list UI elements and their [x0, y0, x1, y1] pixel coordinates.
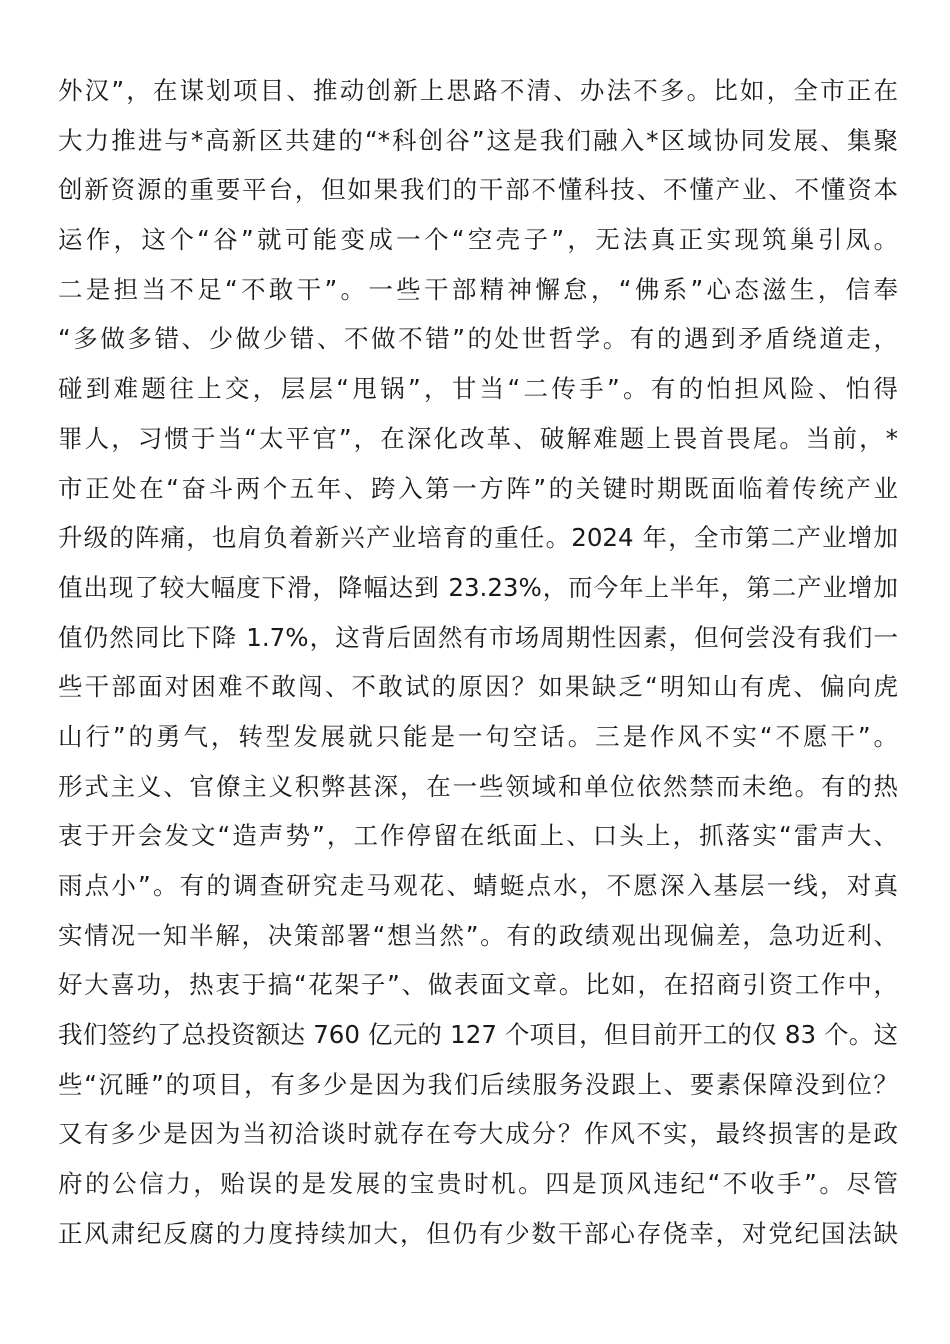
text-line: 又有多少是因为当初洽谈时就存在夸大成分？作风不实，最终损害的是政: [58, 1119, 898, 1149]
text-line: 山行”的勇气，转型发展就只能是一句空话。三是作风不实“不愿干”。: [58, 721, 898, 751]
text-line: “多做多错、少做少错、不做不错”的处世哲学。有的遇到矛盾绕道走，: [58, 324, 898, 354]
text-line: 实情况一知半解，决策部署“想当然”。有的政绩观出现偏差，急功近利、: [58, 920, 898, 950]
text-line: 外汉”，在谋划项目、推动创新上思路不清、办法不多。比如，全市正在: [58, 76, 898, 105]
text-line: 罪人，习惯于当“太平官”，在深化改革、破解难题上畏首畏尾。当前，*: [58, 423, 898, 453]
text-line: 我们签约了总投资额达 760 亿元的 127 个项目，但目前开工的仅 83 个。这: [58, 1020, 898, 1050]
text-line: 值出现了较大幅度下滑，降幅达到 23.23%，而今年上半年，第二产业增加: [58, 572, 898, 602]
text-line: 创新资源的重要平台，但如果我们的干部不懂科技、不懂产业、不懂资本: [58, 175, 898, 205]
text-line: 升级的阵痛，也肩负着新兴产业培育的重任。2024 年，全市第二产业增加: [58, 523, 898, 553]
text-line: 碰到难题往上交，层层“甩锅”，甘当“二传手”。有的怕担风险、怕得: [58, 374, 898, 404]
text-line: 好大喜功，热衷于搞“花架子”、做表面文章。比如，在招商引资工作中，: [58, 970, 898, 1000]
text-line: 些干部面对困难不敢闯、不敢试的原因？如果缺乏“明知山有虎、偏向虎: [58, 672, 898, 702]
text-line: 二是担当不足“不敢干”。一些干部精神懈怠，“佛系”心态滋生，信奉: [58, 274, 898, 304]
text-line: 些“沉睡”的项目，有多少是因为我们后续服务没跟上、要素保障没到位？: [58, 1069, 898, 1099]
text-line: 雨点小”。有的调查研究走马观花、蜻蜓点水，不愿深入基层一线，对真: [58, 871, 898, 900]
text-line: 市正处在“奋斗两个五年、跨入第一方阵”的关键时期既面临着传统产业: [58, 473, 898, 503]
text-line: 正风肃纪反腐的力度持续加大，但仍有少数干部心存侥幸，对党纪国法缺: [58, 1218, 898, 1248]
text-line: 形式主义、官僚主义积弊甚深，在一些领域和单位依然禁而未绝。有的热: [58, 771, 898, 801]
text-line: 府的公信力，贻误的是发展的宝贵时机。四是顶风违纪“不收手”。尽管: [58, 1169, 898, 1199]
text-line: 运作，这个“谷”就可能变成一个“空壳子”，无法真正实现筑巢引凤。: [58, 225, 898, 255]
text-line: 衷于开会发文“造声势”，工作停留在纸面上、口头上，抓落实“雷声大、: [58, 821, 898, 851]
body-text: [58, 66, 898, 1259]
text-line: 值仍然同比下降 1.7%，这背后固然有市场周期性因素，但何尝没有我们一: [58, 622, 898, 652]
text-line: 大力推进与*高新区共建的“*科创谷”这是我们融入*区域协同发展、集聚: [58, 125, 898, 155]
